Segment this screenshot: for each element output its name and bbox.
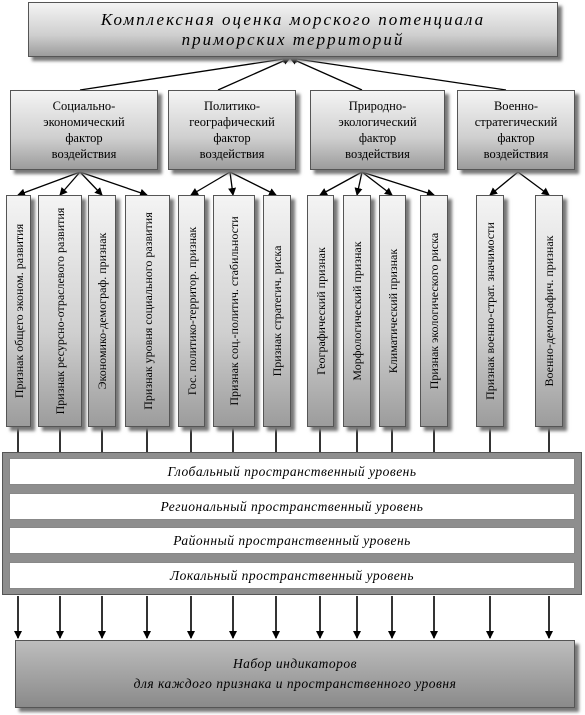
result-line2: для каждого признака и пространственного уровня [133,676,457,691]
arrow-f3-feat8 [320,172,362,195]
level-local: Локальный пространственный уровень [9,562,575,589]
main-title-line1: Комплексная оценка морского потенциала [100,9,486,29]
feature-label: Признак стратегич. риска [270,245,284,377]
feature-morphological [343,195,371,427]
factor-label-line: Политико- [203,99,261,113]
factor-label-line: экономический [43,115,125,129]
factor-label-line: географический [189,115,275,129]
factor-label-line: Природно- [348,99,407,113]
feature-label: Признак уровня социального развития [140,212,155,410]
feature-state-political-territorial [178,195,205,427]
arrow-f3-feat9 [357,172,362,195]
indicators-result-box [15,640,575,708]
factor-label-line: фактор [358,131,397,145]
feature-general-economic [6,195,31,427]
level-result-arrows [18,596,549,638]
feature-label: Морфологический признак [350,241,364,381]
feature-label: Экономико-демограф. признак [95,232,109,390]
factor-label-line: воздействия [51,147,117,161]
factor-label-line: фактор [65,131,103,145]
arrow-f3-feat10 [362,172,392,195]
arrow-f1-feat4 [80,172,147,195]
level-district: Районный пространственный уровень [9,527,575,554]
feature-economic-demographic [88,195,116,427]
factor-label-line: воздействия [483,147,549,161]
factor-label-line: Военно- [493,99,539,113]
feature-geographic [307,195,334,427]
level-regional: Региональный пространственный уровень [9,493,575,520]
feature-label: Признак соц.-политич. стабильности [227,216,241,406]
feature-label: Признак экологического риска [427,232,441,390]
factor-socio-economic [10,90,158,170]
feature-label: Признак ресурсно-отраслевого развития [53,207,67,415]
feature-resource-sector [38,195,82,427]
feature-label: Признак военно-страт. значимости [483,222,497,400]
arrow-f2-feat7 [230,172,276,195]
arrow-factor2-title [218,58,290,90]
factor-label-line: Социально- [52,99,116,113]
arrow-f4-feat12 [490,172,518,195]
feature-ecological-risk [420,195,448,427]
feature-label: Признак общего эконом. развития [11,223,26,399]
factor-military-strategic [457,90,575,170]
feature-climatic [379,195,406,427]
factor-label-line: стратегический [474,115,558,129]
feature-socio-political-stability [213,195,255,427]
factor-politico-geographic [168,90,296,170]
feature-level-lines [18,427,549,452]
feature-label: Гос. политико-территор. признак [184,226,199,396]
feature-label: Географический признак [313,247,328,375]
factor-label-line: фактор [213,131,251,145]
main-title-line2: приморских территорий [181,29,405,49]
feature-label: Климатический признак [385,248,400,374]
feature-social-development [125,195,170,427]
factor-label-line: воздействия [345,147,410,161]
arrow-factor1-title [80,58,290,90]
feature-military-strategic-significance [476,195,504,427]
feature-label: Военно-демографич. признак [542,235,556,387]
feature-military-demographic [535,195,563,427]
factor-label-line: воздействия [199,147,265,161]
feature-strategic-risk [263,195,291,427]
factor-label-line: фактор [497,131,535,145]
arrow-f2-feat5 [191,172,230,195]
main-title-box [28,2,558,57]
result-line1: Набор индикаторов [232,656,358,671]
arrow-factor4-title [290,58,506,90]
arrow-f4-feat13 [518,172,549,195]
arrow-f3-feat11 [362,172,434,195]
factor-natural-ecological [310,90,445,170]
arrow-f2-feat6 [230,172,233,195]
factor-label-line: экологический [338,115,417,129]
level-global: Глобальный пространственный уровень [9,458,575,485]
